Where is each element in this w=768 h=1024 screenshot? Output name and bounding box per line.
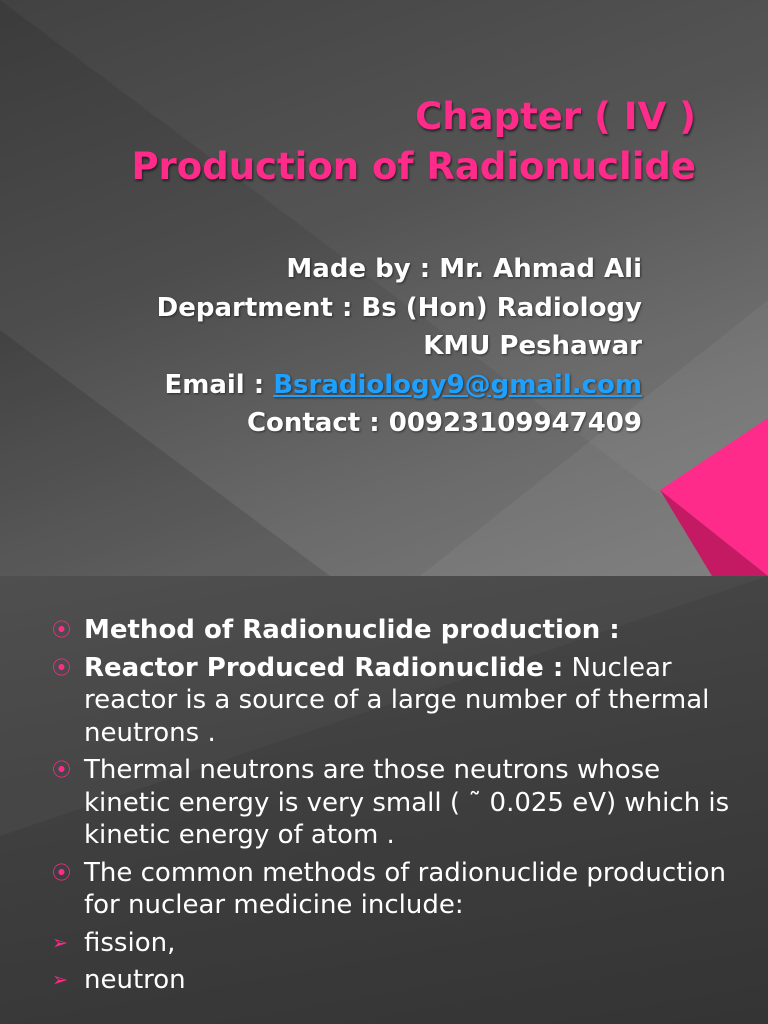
arrow-bullet-icon: ➢ xyxy=(52,931,68,954)
bullet-text: fission, xyxy=(84,927,176,958)
title-line-2: Production of Radionuclide xyxy=(131,145,696,188)
department-text: Department : Bs (Hon) Radiology xyxy=(156,292,642,323)
arrow-bullet-icon: ➢ xyxy=(52,969,68,991)
bullet-bold-text: Reactor Produced Radionuclide : xyxy=(84,652,564,683)
email-line xyxy=(157,366,642,405)
bullet-item xyxy=(52,927,732,960)
bullet-item xyxy=(52,964,732,997)
radio-bullet-icon: ⦿ xyxy=(52,861,72,884)
bullet-text: Nuclear reactor is a source of a large number of thermal neutrons . xyxy=(84,652,710,748)
radio-bullet-icon: ⦿ xyxy=(52,759,72,781)
contact-text: Contact : 00923109947409 xyxy=(246,408,642,438)
made-by-text: Made by : Mr. Ahmad Ali xyxy=(286,254,642,284)
bullet-item xyxy=(52,652,732,750)
institution-text: KMU Peshawar xyxy=(423,331,642,361)
title-line-1: Chapter ( IV ) xyxy=(415,95,696,138)
bullet-bold-text: Method of Radionuclide production : xyxy=(84,615,620,645)
radio-bullet-icon: ⦿ xyxy=(52,656,72,679)
email-link[interactable]: Bsradiology9@gmail.com xyxy=(273,369,642,400)
bullet-item xyxy=(52,857,732,922)
bullet-list xyxy=(52,614,732,1002)
bullet-item xyxy=(52,754,732,852)
slide-title xyxy=(131,92,696,192)
bullet-text: neutron xyxy=(84,965,186,995)
radio-bullet-icon: ⦿ xyxy=(52,619,72,641)
bullet-item xyxy=(52,614,732,647)
bullet-text: The common methods of radionuclide production for nuclear medicine include: xyxy=(84,857,727,920)
email-label: Email : xyxy=(164,369,274,400)
author-info xyxy=(157,250,642,443)
bullet-text: Thermal neutrons are those neutrons whose kinetic energy is very small ( ˜ 0.025 eV) which is kinetic energy of atom . xyxy=(84,755,730,850)
